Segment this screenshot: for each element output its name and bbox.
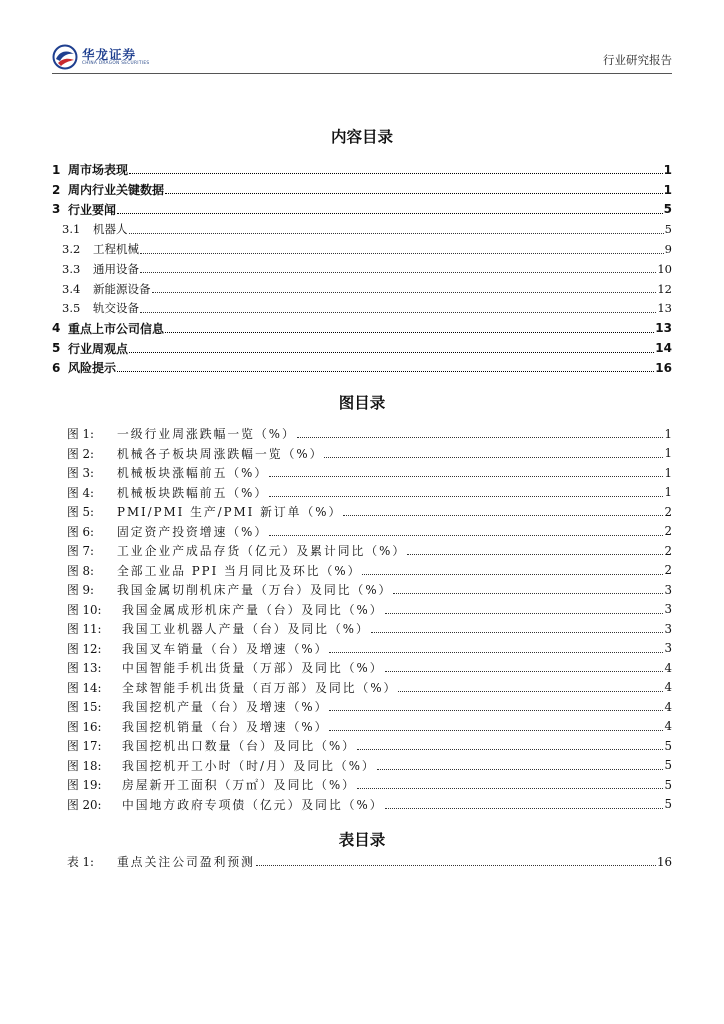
toc-entry[interactable] — [52, 160, 672, 180]
toc-page: 5 — [663, 202, 672, 217]
figure-entry[interactable] — [52, 600, 672, 620]
figure-entry[interactable] — [52, 639, 672, 659]
dot-leader — [165, 332, 654, 333]
figure-page: 2 — [664, 543, 672, 558]
figure-page: 1 — [664, 446, 672, 461]
toc-page: 5 — [664, 222, 672, 237]
toc-label: 行业周观点 — [68, 341, 129, 356]
figure-number: 图 19: — [67, 778, 102, 793]
dot-leader — [165, 193, 663, 194]
figure-number: 图 20: — [67, 797, 102, 812]
toc-number: 3 — [52, 202, 61, 217]
toc-entry[interactable] — [52, 219, 672, 239]
dot-leader — [371, 632, 664, 633]
dot-leader — [377, 769, 664, 770]
toc-entry[interactable] — [52, 299, 672, 319]
dot-leader — [117, 371, 654, 372]
header-divider — [52, 73, 672, 74]
toc-entry[interactable] — [52, 279, 672, 299]
figure-entry[interactable] — [52, 736, 672, 756]
dot-leader — [357, 749, 664, 750]
dot-leader — [362, 574, 663, 575]
figure-entry[interactable] — [52, 697, 672, 717]
toc-entry[interactable] — [52, 259, 672, 279]
toc-number: 6 — [52, 360, 61, 375]
dot-leader — [140, 253, 664, 254]
logo-chinese-name: 华龙证券 — [82, 47, 137, 62]
figure-page: 2 — [664, 563, 672, 578]
toc-number: 3.5 — [62, 301, 81, 316]
figure-entry[interactable] — [52, 756, 672, 776]
table-page: 16 — [656, 854, 672, 869]
figure-label: 全球智能手机出货量（百万部）及同比（%） — [122, 680, 398, 695]
figure-page: 4 — [664, 719, 672, 734]
toc-page: 10 — [657, 261, 672, 276]
company-logo — [52, 44, 157, 70]
page-header — [0, 0, 724, 80]
figure-label: 中国地方政府专项债（亿元）及同比（%） — [122, 797, 384, 812]
toc-page: 12 — [657, 281, 672, 296]
toc-label: 周内行业关键数据 — [68, 183, 165, 198]
toc-entry[interactable] — [52, 358, 672, 378]
toc-page: 13 — [657, 301, 672, 316]
figure-page: 1 — [664, 426, 672, 441]
toc-number: 1 — [52, 162, 61, 177]
figure-page: 5 — [664, 758, 672, 773]
table-label: 重点关注公司盈利预测 — [117, 855, 255, 870]
figure-entry[interactable] — [52, 619, 672, 639]
toc-label: 新能源设备 — [93, 281, 151, 296]
figure-entry[interactable] — [52, 483, 672, 503]
figure-page: 4 — [664, 680, 672, 695]
figure-label: PMI/PMI 生产/PMI 新订单（%） — [117, 505, 343, 520]
figure-page: 2 — [664, 524, 672, 539]
figure-label: 我国金属成形机床产量（台）及同比（%） — [122, 602, 384, 617]
figure-entry[interactable] — [52, 522, 672, 542]
figure-page: 3 — [664, 602, 672, 617]
figure-label: 我国挖机销量（台）及增速（%） — [122, 719, 329, 734]
report-type-label: 行业研究报告 — [603, 53, 672, 67]
toc-entry[interactable] — [52, 318, 672, 338]
figure-number: 图 2: — [67, 446, 95, 461]
dot-leader — [129, 352, 654, 353]
figure-label: 机械各子板块周涨跌幅一览（%） — [117, 446, 324, 461]
figure-label: 我国叉车销量（台）及增速（%） — [122, 641, 329, 656]
toc-entry[interactable] — [52, 239, 672, 259]
toc-label: 轨交设备 — [93, 301, 139, 316]
toc-number: 3.2 — [62, 242, 81, 257]
toc-label: 机器人 — [93, 222, 128, 237]
toc-page: 13 — [655, 321, 672, 336]
dot-leader — [393, 593, 663, 594]
figure-entry[interactable] — [52, 424, 672, 444]
dragon-logo-icon — [52, 44, 78, 70]
figure-page: 4 — [664, 660, 672, 675]
table-of-contents — [52, 160, 672, 378]
toc-label: 重点上市公司信息 — [68, 321, 165, 336]
figure-page: 3 — [664, 582, 672, 597]
figure-number: 图 12: — [67, 641, 102, 656]
dot-leader — [117, 213, 663, 214]
dot-leader — [269, 476, 663, 477]
toc-label: 工程机械 — [93, 242, 139, 257]
figure-label: 一级行业周涨跌幅一览（%） — [117, 427, 296, 442]
dot-leader — [152, 292, 657, 293]
figure-page: 3 — [664, 641, 672, 656]
dot-leader — [357, 788, 664, 789]
dot-leader — [297, 437, 664, 438]
figure-entry[interactable] — [52, 561, 672, 581]
dot-leader — [129, 173, 663, 174]
figure-number: 图 5: — [67, 505, 95, 520]
toc-label: 周市场表现 — [68, 163, 129, 178]
toc-title: 内容目录 — [330, 128, 393, 146]
figure-number: 图 16: — [67, 719, 102, 734]
dot-leader — [329, 652, 663, 653]
figure-page: 5 — [664, 738, 672, 753]
toc-number: 3.3 — [62, 261, 81, 276]
figure-entry[interactable] — [52, 502, 672, 522]
dot-leader — [269, 496, 663, 497]
figure-page: 4 — [664, 699, 672, 714]
figure-number: 图 9: — [67, 583, 95, 598]
figure-number: 图 1: — [67, 427, 95, 442]
dot-leader — [140, 312, 656, 313]
figure-page: 5 — [664, 777, 672, 792]
figure-number: 图 17: — [67, 739, 102, 754]
figure-label: 机械板块跌幅前五（%） — [117, 485, 269, 500]
figure-page: 5 — [664, 797, 672, 812]
figure-label: 固定资产投资增速（%） — [117, 524, 269, 539]
figure-page: 1 — [664, 465, 672, 480]
figure-label: 机械板块涨幅前五（%） — [117, 466, 269, 481]
figure-entry[interactable] — [52, 541, 672, 561]
table-entry[interactable] — [52, 852, 672, 872]
toc-number: 3.4 — [62, 281, 81, 296]
figure-number: 图 14: — [67, 680, 102, 695]
toc-page: 14 — [655, 341, 672, 356]
tables-title: 表目录 — [338, 831, 386, 849]
figure-label: 我国挖机产量（台）及增速（%） — [122, 700, 329, 715]
toc-label: 行业要闻 — [68, 202, 117, 217]
logo-english-name: CHINA DRAGON SECURITIES — [82, 61, 150, 66]
dot-leader — [129, 233, 664, 234]
figure-entry[interactable] — [52, 795, 672, 815]
toc-label: 风险提示 — [68, 361, 117, 376]
dot-leader — [343, 515, 663, 516]
toc-page: 9 — [664, 242, 672, 257]
dot-leader — [385, 613, 664, 614]
toc-number: 5 — [52, 341, 61, 356]
dot-leader — [324, 457, 663, 458]
toc-page: 1 — [663, 182, 672, 197]
figure-page: 3 — [664, 621, 672, 636]
figure-entry[interactable] — [52, 717, 672, 737]
list-of-figures — [52, 424, 672, 814]
toc-entry[interactable] — [52, 200, 672, 220]
dot-leader — [329, 710, 663, 711]
figure-number: 图 8: — [67, 563, 95, 578]
figure-number: 图 18: — [67, 758, 102, 773]
figure-label: 全部工业品 PPI 当月同比及环比（%） — [117, 563, 362, 578]
figure-number: 图 10: — [67, 602, 102, 617]
dot-leader — [256, 865, 656, 866]
dot-leader — [385, 671, 664, 672]
dot-leader — [140, 272, 656, 273]
table-number: 表 1: — [67, 855, 95, 870]
figure-entry[interactable] — [52, 775, 672, 795]
figure-entry[interactable] — [52, 463, 672, 483]
figure-number: 图 7: — [67, 544, 95, 559]
toc-page: 1 — [663, 162, 672, 177]
toc-number: 3.1 — [62, 222, 81, 237]
figure-number: 图 6: — [67, 524, 95, 539]
figure-label: 工业企业产成品存货（亿元）及累计同比（%） — [117, 544, 407, 559]
toc-entry[interactable] — [52, 180, 672, 200]
figure-label: 我国挖机出口数量（台）及同比（%） — [122, 739, 356, 754]
figure-label: 我国工业机器人产量（台）及同比（%） — [122, 622, 370, 637]
figure-label: 我国金属切削机床产量（万台）及同比（%） — [117, 583, 393, 598]
dot-leader — [329, 730, 663, 731]
dot-leader — [269, 535, 663, 536]
toc-number: 2 — [52, 182, 61, 197]
dot-leader — [385, 808, 664, 809]
figure-label: 我国挖机开工小时（时/月）及同比（%） — [122, 758, 376, 773]
toc-page: 16 — [655, 360, 672, 375]
toc-label: 通用设备 — [93, 261, 139, 276]
figure-entry[interactable] — [52, 678, 672, 698]
figure-number: 图 15: — [67, 700, 102, 715]
figure-number: 图 13: — [67, 661, 102, 676]
figure-entry[interactable] — [52, 444, 672, 464]
figure-page: 1 — [664, 485, 672, 500]
figure-page: 2 — [664, 504, 672, 519]
toc-number: 4 — [52, 321, 61, 336]
dot-leader — [398, 691, 663, 692]
figure-entry[interactable] — [52, 658, 672, 678]
figure-number: 图 3: — [67, 466, 95, 481]
figure-entry[interactable] — [52, 580, 672, 600]
list-of-tables — [52, 852, 672, 872]
figures-title: 图目录 — [338, 394, 386, 412]
figure-number: 图 11: — [67, 622, 102, 637]
figure-label: 房屋新开工面积（万㎡）及同比（%） — [122, 778, 356, 793]
toc-entry[interactable] — [52, 338, 672, 358]
dot-leader — [407, 554, 663, 555]
figure-label: 中国智能手机出货量（万部）及同比（%） — [122, 661, 384, 676]
figure-number: 图 4: — [67, 485, 95, 500]
